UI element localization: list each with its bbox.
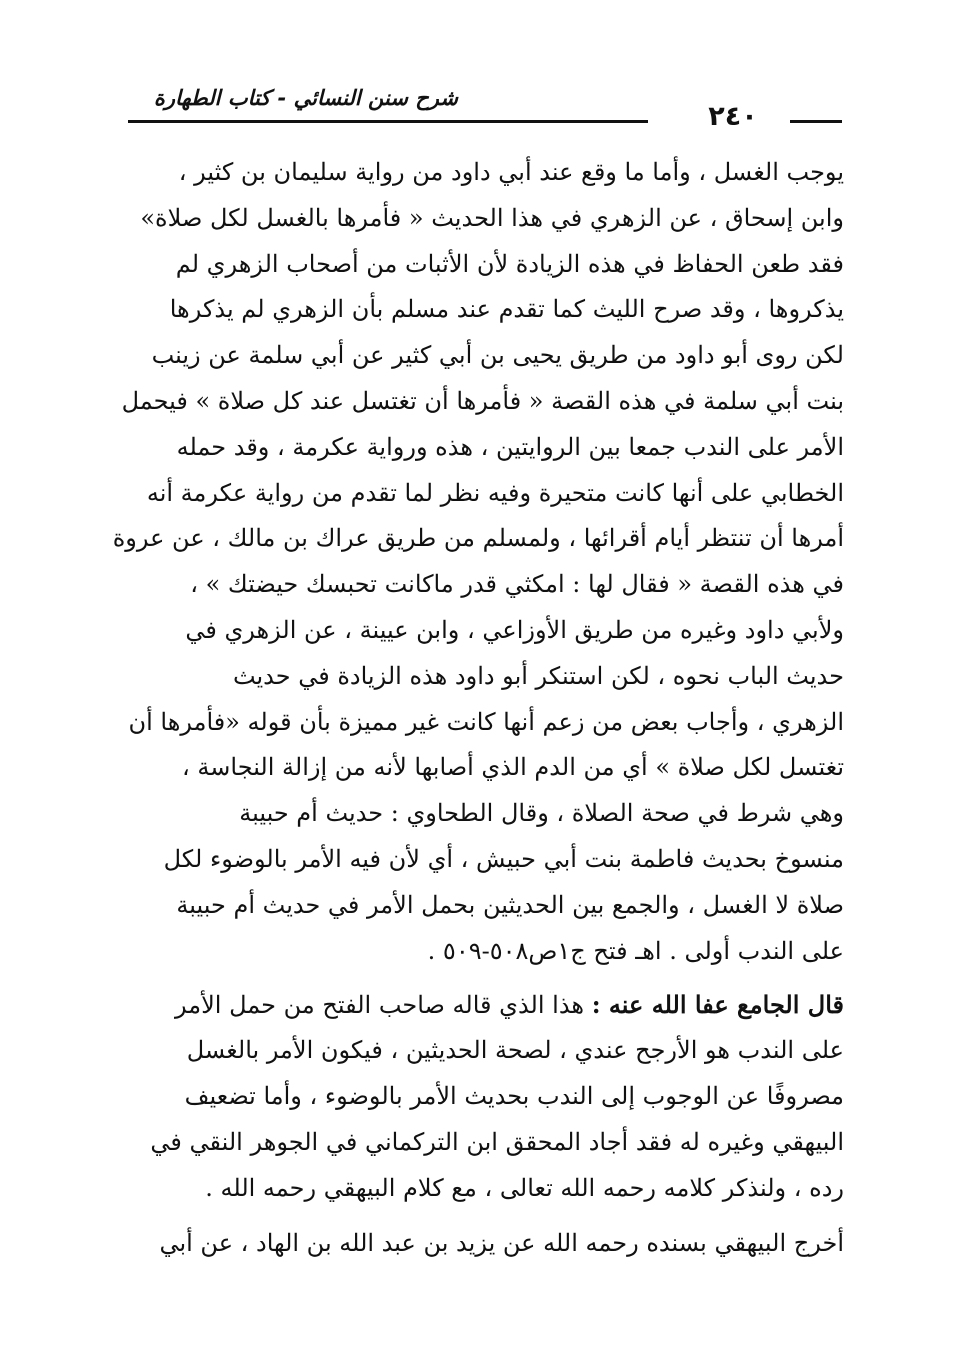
text-line: على الندب هو الأرجح عندي ، لصحة الحديثين ، فيكون الأمر بالغسل — [186, 1036, 844, 1065]
text-line: الزهري ، وأجاب بعض من زعم أنها كانت غير مميزة بأن قوله «فأمرها أن — [128, 707, 844, 736]
text-line: يذكروها ، وقد صرح الليث كما تقدم عند مسلم بأن الزهري لم يذكرها — [169, 295, 844, 324]
header-rule — [128, 120, 648, 123]
paragraph-lead: قال الجامع عفا الله عنه : — [591, 990, 844, 1020]
text-line: على الندب أولى . اهـ فتح ج١ص٥٠٨-٥٠٩ . — [427, 936, 844, 965]
text-line: تغتسل لكل صلاة » أي من الدم الذي أصابها لأنه من إزالة النجاسة ، — [182, 753, 844, 782]
text-line: الأمر على الندب جمعا بين الروايتين ، هذه ورواية عكرمة ، وقد حمله — [176, 432, 844, 461]
text-line: مصروفًا عن الوجوب إلى الندب بحديث الأمر بالوضوء ، وأما تضعيف — [184, 1081, 844, 1110]
paragraph-2 — [128, 982, 844, 1211]
text-line: أمرها أن تنتظر أيام أقرائها ، ولمسلم من طريق عراك بن مالك ، عن عروة — [112, 524, 844, 553]
page-header — [128, 78, 844, 132]
text-line-rest: هذا الذي قاله صاحب الفتح من حمل الأمر — [175, 991, 585, 1020]
text-line: وهي شرط في صحة الصلاة ، وقال الطحاوي : حديث أم حبيبة — [239, 799, 844, 828]
text-line: ولأبي داود وغيره من طريق الأوزاعي ، وابن عيينة ، عن الزهري في — [185, 615, 844, 644]
body-text — [112, 150, 844, 1267]
text-line: فقد طعن الحفاظ في هذه الزيادة لأن الأثبات من أصحاب الزهري لم — [175, 249, 844, 278]
text-line: بنت أبي سلمة في هذه القصة « فأمرها أن تغتسل عند كل صلاة » فيحمل — [121, 386, 844, 415]
text-line — [128, 982, 844, 1028]
text-line: وابن إسحاق ، عن الزهري في هذا الحديث « فأمرها بالغسل لكل صلاة» — [140, 203, 844, 232]
page-number: ٢٤٠ — [708, 101, 758, 132]
header-rule-short — [790, 120, 842, 123]
text-line: لكن روى أبو داود من طريق يحيى بن أبي كثير عن أبي سلمة عن زينب — [151, 341, 844, 370]
running-title: شرح سنن النسائي - كتاب الطهارة — [153, 86, 458, 110]
paragraph-3 — [128, 1221, 844, 1267]
text-line: رده ، ولنذكر كلامه رحمه الله تعالى ، مع كلام البيهقي رحمه الله . — [205, 1173, 844, 1202]
text-line: أخرج البيهقي بسنده رحمه الله عن يزيد بن عبد الله بن الهاد ، عن أبي — [159, 1229, 844, 1258]
text-line: يوجب الغسل ، وأما ما وقع عند أبي داود من رواية سليمان بن كثير ، — [178, 158, 844, 186]
paragraph-1 — [112, 150, 844, 974]
text-line: منسوخ بحديث فاطمة بنت أبي حبيش ، أي لأن فيه الأمر بالوضوء لكل — [163, 844, 844, 873]
text-line: حديث الباب نحوه ، لكن استنكر أبو داود هذه الزيادة في حديث — [232, 661, 844, 690]
text-line: صلاة لا الغسل ، والجمع بين الحديثين بحمل الأمر في حديث أم حبيبة — [176, 890, 844, 919]
text-line: في هذه القصة « فقال لها : امكثي قدر ماكانت تحبسك حيضتك » ، — [190, 570, 844, 599]
text-line: البيهقي وغيره له فقد أجاد المحقق ابن التركماني في الجوهر النقي في — [150, 1127, 844, 1156]
text-line: الخطابي على أنها كانت متحيرة وفيه نظر لما تقدم من رواية عكرمة أنه — [146, 478, 844, 507]
